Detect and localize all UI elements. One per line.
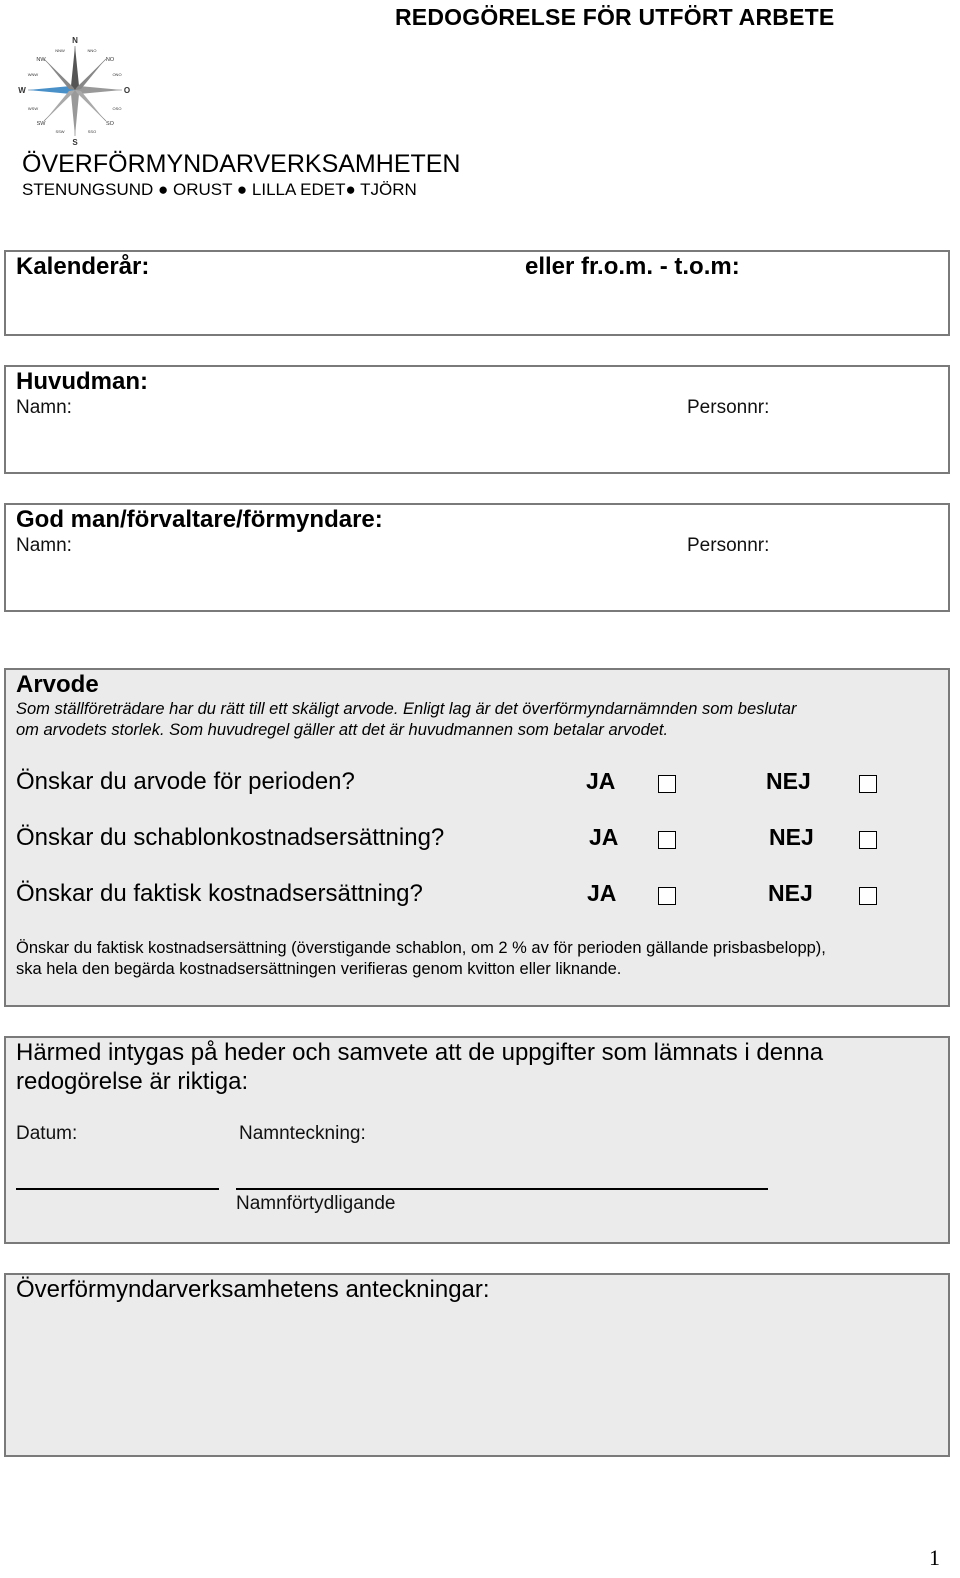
compass-label-ssw: SSW	[55, 129, 65, 134]
compass-label-n: N	[72, 36, 78, 45]
principal-name-label: Namn:	[16, 397, 72, 418]
question-flat-rate: Önskar du schablonkostnadsersättning?	[16, 824, 445, 851]
question-fee: Önskar du arvode för perioden?	[16, 768, 355, 795]
question-actual-cost-no-checkbox[interactable]	[859, 887, 877, 905]
compass-label-no: NO	[105, 57, 115, 63]
declaration-text-line-1: Härmed intygas på heder och samvete att de uppgifter som lämnats i denna	[16, 1039, 824, 1066]
name-signature-line[interactable]	[236, 1188, 768, 1190]
actual-cost-note-line-2: ska hela den begärda kostnadsersättningen verifieras genom kvitton eller liknande.	[16, 960, 622, 978]
compass-label-sso: SSO	[87, 129, 97, 134]
period-section	[4, 250, 950, 336]
organization-municipalities: STENUNGSUND ● ORUST ● LILLA EDET● TJÖRN	[22, 180, 417, 199]
principal-id-label: Personnr:	[687, 397, 770, 418]
question-actual-cost-yes-label: JA	[587, 880, 617, 906]
compass-label-oso: OSO	[112, 106, 122, 111]
compass-rose-logo	[14, 32, 136, 150]
organization-name: ÖVERFÖRMYNDARVERKSAMHETEN	[22, 150, 461, 178]
compass-label-o: O	[123, 86, 131, 95]
calendar-year-label: Kalenderår:	[16, 253, 150, 280]
actual-cost-note-line-1: Önskar du faktisk kostnadsersättning (överstigande schablon, om 2 % av för perioden gällande prisbasbelopp),	[16, 939, 826, 957]
compass-label-w: W	[18, 86, 26, 95]
question-flat-rate-no-checkbox[interactable]	[859, 831, 877, 849]
name-clarification-label: Namnförtydligande	[236, 1193, 396, 1214]
compass-label-s: S	[72, 138, 78, 147]
guardian-name-label: Namn:	[16, 535, 72, 556]
guardian-id-label: Personnr:	[687, 535, 770, 556]
date-label: Datum:	[16, 1123, 78, 1144]
guardian-heading: God man/förvaltare/förmyndare:	[16, 506, 383, 533]
compass-label-wsw: WSW	[27, 106, 39, 111]
date-signature-line[interactable]	[16, 1188, 219, 1190]
question-flat-rate-no-label: NEJ	[769, 824, 814, 850]
declaration-section	[4, 1036, 950, 1244]
compass-label-so: SO	[106, 121, 114, 127]
fee-section	[4, 668, 950, 1007]
page-number: 1	[929, 1545, 940, 1570]
question-flat-rate-yes-label: JA	[589, 824, 619, 850]
compass-label-nno: NNO	[87, 48, 97, 53]
date-range-label: eller fr.o.m. - t.o.m:	[525, 253, 740, 280]
fee-intro-line-1: Som ställföreträdare har du rätt till ett skäligt arvode. Enligt lag är det överförmyndarnämnden som beslutar	[16, 700, 797, 718]
declaration-text-line-2: redogörelse är riktiga:	[16, 1068, 249, 1095]
fee-intro-line-2: om arvodets storlek. Som huvudregel gäller att det är huvudmannen som betalar arvodet.	[16, 721, 669, 739]
question-actual-cost-no-label: NEJ	[768, 880, 813, 906]
document-title: REDOGÖRELSE FÖR UTFÖRT ARBETE	[395, 4, 835, 30]
compass-label-nw: NW	[36, 57, 46, 63]
question-fee-yes-label: JA	[586, 768, 616, 794]
principal-heading: Huvudman:	[16, 368, 148, 395]
guardian-section	[4, 503, 950, 612]
compass-label-ono: ONO	[112, 72, 122, 77]
question-fee-no-label: NEJ	[766, 768, 811, 794]
compass-label-nnw: NNW	[55, 48, 65, 53]
office-notes-section[interactable]	[4, 1273, 950, 1457]
fee-heading: Arvode	[16, 671, 99, 698]
question-flat-rate-yes-checkbox[interactable]	[658, 831, 676, 849]
signature-label: Namnteckning:	[239, 1123, 366, 1144]
office-notes-heading: Överförmyndarverksamhetens anteckningar:	[16, 1276, 490, 1303]
compass-label-wnw: WNW	[27, 72, 39, 77]
question-fee-no-checkbox[interactable]	[859, 775, 877, 793]
principal-section	[4, 365, 950, 474]
question-fee-yes-checkbox[interactable]	[658, 775, 676, 793]
question-actual-cost-yes-checkbox[interactable]	[658, 887, 676, 905]
question-actual-cost: Önskar du faktisk kostnadsersättning?	[16, 880, 423, 907]
compass-label-sw: SW	[36, 121, 46, 127]
